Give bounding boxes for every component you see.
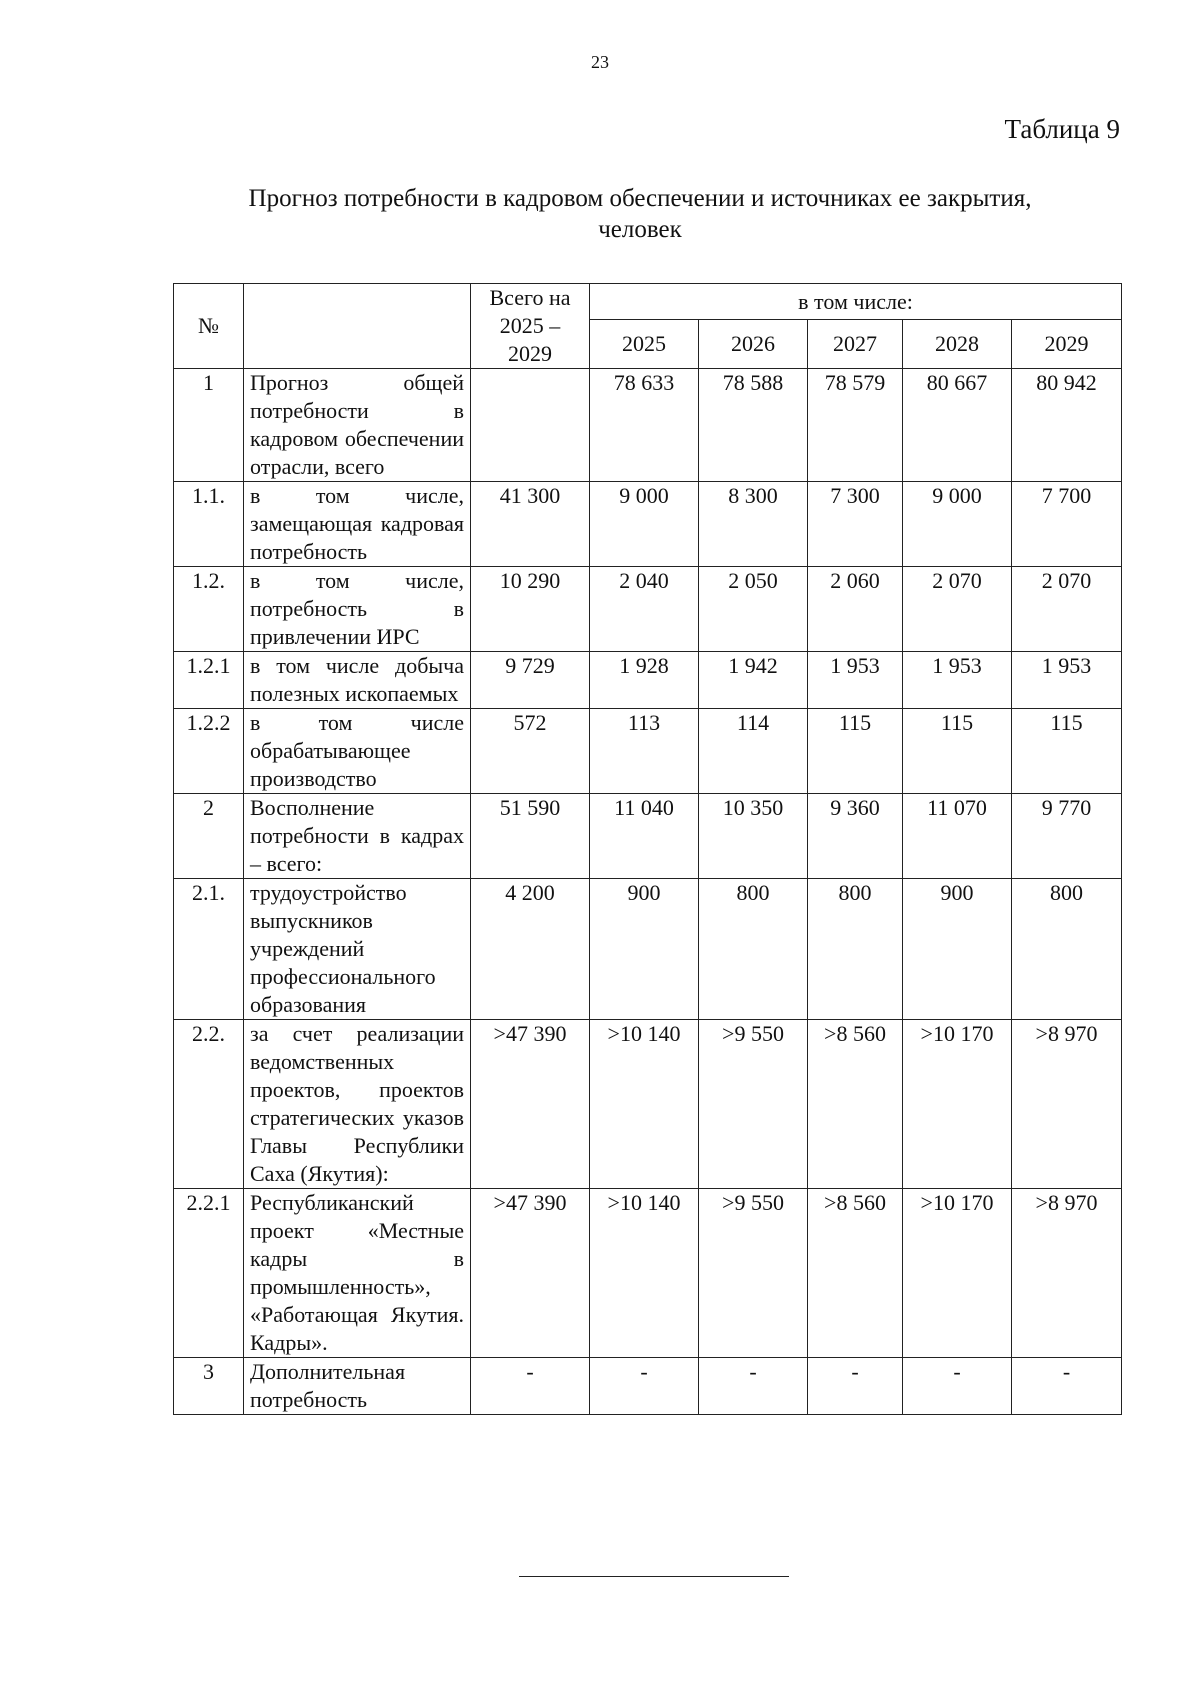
row-value-2029: 9 770 <box>1012 794 1122 879</box>
row-total: 9 729 <box>471 652 590 709</box>
row-value-2025: 2 040 <box>590 567 699 652</box>
row-value-2026: >9 550 <box>699 1189 808 1358</box>
row-value-2026: >9 550 <box>699 1020 808 1189</box>
row-total: 4 200 <box>471 879 590 1020</box>
table-row <box>174 482 1122 567</box>
table-row <box>174 369 1122 482</box>
row-number: 1.2.1 <box>174 652 244 709</box>
forecast-table <box>173 283 1122 1415</box>
row-total: 41 300 <box>471 482 590 567</box>
row-name: трудоустройство выпускников учреждений профессионального образования <box>244 879 471 1020</box>
row-value-2026: 114 <box>699 709 808 794</box>
table-row <box>174 652 1122 709</box>
header-row <box>174 284 1122 320</box>
row-value-2025: 11 040 <box>590 794 699 879</box>
row-value-2026: 8 300 <box>699 482 808 567</box>
title-line-2: человек <box>598 216 682 243</box>
row-name: в том числе, замещающая кадровая потребность <box>244 482 471 567</box>
row-value-2027: >8 560 <box>808 1189 903 1358</box>
row-name: за счет реализации ведомственных проектов, проектов стратегических указов Главы Республики Саха (Якутия): <box>244 1020 471 1189</box>
row-value-2027: >8 560 <box>808 1020 903 1189</box>
row-value-2029: 2 070 <box>1012 567 1122 652</box>
row-value-2029: >8 970 <box>1012 1189 1122 1358</box>
row-value-2026: - <box>699 1358 808 1415</box>
header-including: в том числе: <box>590 284 1122 320</box>
table-row <box>174 879 1122 1020</box>
row-value-2029: 7 700 <box>1012 482 1122 567</box>
row-value-2029: 115 <box>1012 709 1122 794</box>
header-year-2028: 2028 <box>903 320 1012 369</box>
row-value-2029: >8 970 <box>1012 1020 1122 1189</box>
row-name: Республиканский проект «Местные кадры в промышленность», «Работающая Якутия. Кадры». <box>244 1189 471 1358</box>
table-row <box>174 794 1122 879</box>
header-num: № <box>174 284 244 369</box>
row-value-2027: - <box>808 1358 903 1415</box>
row-value-2026: 1 942 <box>699 652 808 709</box>
row-name: в том числе, потребность в привлечении ИРС <box>244 567 471 652</box>
row-value-2029: - <box>1012 1358 1122 1415</box>
row-total: - <box>471 1358 590 1415</box>
row-value-2027: 115 <box>808 709 903 794</box>
row-number: 1.1. <box>174 482 244 567</box>
row-value-2026: 10 350 <box>699 794 808 879</box>
row-value-2028: 9 000 <box>903 482 1012 567</box>
row-value-2025: >10 140 <box>590 1020 699 1189</box>
row-value-2027: 2 060 <box>808 567 903 652</box>
row-value-2028: >10 170 <box>903 1189 1012 1358</box>
row-name: в том числе добыча полезных ископаемых <box>244 652 471 709</box>
row-number: 2.2.1 <box>174 1189 244 1358</box>
header-year-2027: 2027 <box>808 320 903 369</box>
row-number: 3 <box>174 1358 244 1415</box>
row-value-2025: - <box>590 1358 699 1415</box>
row-total: 10 290 <box>471 567 590 652</box>
row-value-2028: 11 070 <box>903 794 1012 879</box>
row-value-2026: 2 050 <box>699 567 808 652</box>
row-value-2028: 1 953 <box>903 652 1012 709</box>
row-number: 2 <box>174 794 244 879</box>
row-name: Восполнение потребности в кадрах – всего: <box>244 794 471 879</box>
row-total <box>471 369 590 482</box>
row-value-2028: 80 667 <box>903 369 1012 482</box>
row-name: в том числе обрабатывающее производство <box>244 709 471 794</box>
row-value-2029: 1 953 <box>1012 652 1122 709</box>
header-name <box>244 284 471 369</box>
row-value-2025: >10 140 <box>590 1189 699 1358</box>
row-value-2025: 113 <box>590 709 699 794</box>
row-total: 572 <box>471 709 590 794</box>
table-label: Таблица 9 <box>1004 114 1120 144</box>
row-number: 1 <box>174 369 244 482</box>
table-row <box>174 709 1122 794</box>
row-value-2027: 7 300 <box>808 482 903 567</box>
row-total: >47 390 <box>471 1189 590 1358</box>
header-year-2025: 2025 <box>590 320 699 369</box>
row-value-2027: 1 953 <box>808 652 903 709</box>
table-row <box>174 1189 1122 1358</box>
title-line-1: Прогноз потребности в кадровом обеспечении и источниках ее закрытия, <box>248 185 1032 212</box>
row-value-2027: 800 <box>808 879 903 1020</box>
row-name: Дополнительная потребность <box>244 1358 471 1415</box>
row-value-2025: 78 633 <box>590 369 699 482</box>
row-value-2025: 9 000 <box>590 482 699 567</box>
row-number: 2.2. <box>174 1020 244 1189</box>
row-number: 1.2.2 <box>174 709 244 794</box>
row-total: >47 390 <box>471 1020 590 1189</box>
row-value-2028: - <box>903 1358 1012 1415</box>
page-number: 23 <box>591 52 609 72</box>
header-year-2026: 2026 <box>699 320 808 369</box>
table-row <box>174 1358 1122 1415</box>
row-total: 51 590 <box>471 794 590 879</box>
row-value-2028: 900 <box>903 879 1012 1020</box>
row-value-2026: 78 588 <box>699 369 808 482</box>
row-value-2028: 115 <box>903 709 1012 794</box>
row-value-2027: 9 360 <box>808 794 903 879</box>
row-name: Прогноз общей потребности в кадровом обеспечении отрасли, всего <box>244 369 471 482</box>
row-value-2028: 2 070 <box>903 567 1012 652</box>
header-total: Всего на 2025 – 2029 <box>471 284 590 369</box>
row-value-2029: 80 942 <box>1012 369 1122 482</box>
document-title <box>160 183 1120 245</box>
row-value-2026: 800 <box>699 879 808 1020</box>
header-year-2029: 2029 <box>1012 320 1122 369</box>
row-number: 1.2. <box>174 567 244 652</box>
row-value-2025: 1 928 <box>590 652 699 709</box>
row-value-2025: 900 <box>590 879 699 1020</box>
table-row <box>174 1020 1122 1189</box>
row-number: 2.1. <box>174 879 244 1020</box>
footnote-separator <box>519 1576 789 1577</box>
row-value-2027: 78 579 <box>808 369 903 482</box>
row-value-2029: 800 <box>1012 879 1122 1020</box>
table-row <box>174 567 1122 652</box>
row-value-2028: >10 170 <box>903 1020 1012 1189</box>
